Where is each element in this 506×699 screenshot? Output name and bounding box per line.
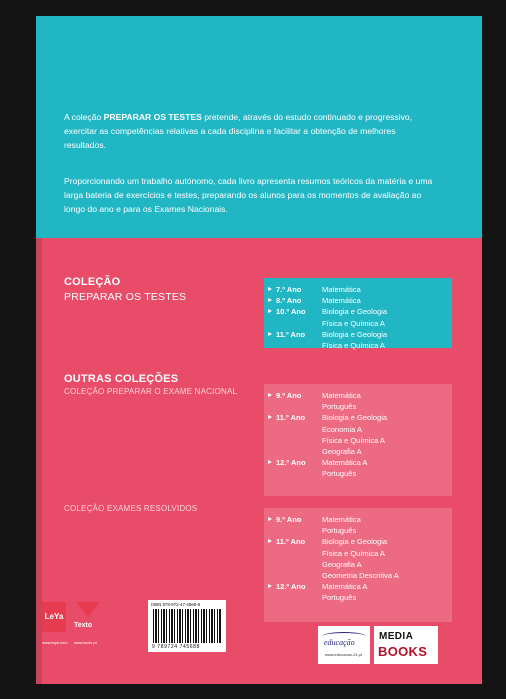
year-row bbox=[268, 536, 399, 547]
bullet-arrow-icon bbox=[268, 460, 272, 464]
year-row bbox=[268, 329, 387, 340]
year-row bbox=[268, 412, 387, 423]
bullet-arrow-icon bbox=[268, 309, 272, 313]
educacao-logo bbox=[318, 626, 370, 664]
barcode-bars bbox=[153, 609, 221, 643]
books-label: BOOKS bbox=[378, 644, 428, 659]
year-label: 11.º Ano bbox=[276, 329, 306, 339]
subject-label: Matemática bbox=[322, 285, 361, 294]
year-row bbox=[268, 390, 387, 401]
subject-label: Física e Química A bbox=[322, 548, 385, 558]
year-row bbox=[268, 559, 399, 570]
subject-label: Geografia A bbox=[322, 447, 362, 457]
intro-paragraph-1 bbox=[64, 110, 434, 152]
year-row bbox=[268, 424, 387, 435]
bullet-arrow-icon bbox=[268, 332, 272, 336]
intro-p2: Proporcionando um trabalho autónomo, cada livro apresenta resumos teóricos da matéria e uma larga bateria de exercícios e testes, preparando os alunos para os momentos de avaliação ao longo do ano e para os Exames Nacionais. bbox=[64, 176, 433, 214]
year-row bbox=[268, 570, 399, 581]
subject-label: Física e Química A bbox=[322, 435, 385, 445]
educacao-url: www.educacao.24.pt bbox=[325, 652, 362, 657]
bullet-arrow-icon bbox=[268, 393, 272, 397]
year-row bbox=[268, 525, 399, 536]
subject-label: Economia A bbox=[322, 424, 363, 434]
year-row bbox=[268, 468, 387, 479]
year-label: 11.º Ano bbox=[276, 413, 306, 423]
subject-label: Matemática bbox=[322, 296, 361, 306]
leya-logo: LeYa bbox=[42, 602, 66, 632]
year-label: 12.º Ano bbox=[276, 582, 306, 592]
subject-label: Geografia A bbox=[322, 559, 362, 569]
barcode bbox=[148, 600, 226, 652]
year-label: 9.º Ano bbox=[276, 391, 302, 400]
subject-label: Física e Química A bbox=[322, 341, 385, 351]
subject-label: Português bbox=[322, 593, 357, 603]
subject-label: Biologia e Geologia bbox=[322, 537, 388, 547]
bullet-arrow-icon bbox=[268, 539, 272, 543]
colecao-box bbox=[264, 278, 452, 351]
texto-url: www.texto.pt bbox=[74, 640, 97, 645]
subject-label: Português bbox=[322, 402, 357, 412]
year-row bbox=[268, 446, 387, 457]
year-row bbox=[268, 435, 387, 446]
subject-label: Português bbox=[322, 526, 357, 536]
intro-p1-pre: A coleção bbox=[64, 112, 104, 122]
subject-label: Geometria Descritiva A bbox=[322, 571, 399, 581]
colecao-subtitle: PREPARAR OS TESTES bbox=[64, 291, 187, 303]
year-row bbox=[268, 457, 387, 468]
colecao-title: COLEÇÃO bbox=[64, 276, 121, 288]
isbn-text: ISBN 978-972-47-4568-8 bbox=[151, 602, 201, 607]
exame-nacional-label: COLEÇÃO PREPARAR O EXAME NACIONAL bbox=[64, 387, 238, 396]
bullet-arrow-icon bbox=[268, 584, 272, 588]
year-row bbox=[268, 514, 399, 525]
subject-label: Biologia e Geologia bbox=[322, 413, 388, 423]
year-row bbox=[268, 340, 387, 351]
subject-label: Matemática A bbox=[322, 458, 368, 468]
subject-label: Física e Química A bbox=[322, 318, 385, 328]
barcode-digits: 9 789724 745688 bbox=[152, 644, 200, 650]
year-row bbox=[268, 318, 387, 329]
texto-logo-mark bbox=[76, 602, 100, 620]
outras-title: OUTRAS COLEÇÕES bbox=[64, 373, 179, 385]
subject-label: Matemática bbox=[322, 515, 361, 524]
educacao-name: educação bbox=[324, 638, 355, 647]
media-label: MEDIA bbox=[379, 631, 414, 642]
year-row bbox=[268, 284, 387, 295]
year-label: 8.º Ano bbox=[276, 296, 302, 306]
subject-label: Português bbox=[322, 469, 357, 479]
media-books-logo bbox=[374, 626, 438, 664]
bullet-arrow-icon bbox=[268, 298, 272, 302]
texto-logo-label: Texto bbox=[74, 622, 93, 629]
bullet-arrow-icon bbox=[268, 287, 272, 291]
exame-nacional-table bbox=[268, 390, 387, 480]
subject-label: Biologia e Geologia bbox=[322, 329, 388, 339]
year-row bbox=[268, 581, 399, 592]
exames-resolvidos-label: COLEÇÃO EXAMES RESOLVIDOS bbox=[64, 504, 198, 513]
year-label: 10.º Ano bbox=[276, 307, 306, 317]
exame-nacional-box bbox=[264, 384, 452, 496]
exames-resolvidos-table bbox=[268, 514, 399, 604]
colecao-table bbox=[268, 284, 387, 351]
subject-label: Biologia e Geologia bbox=[322, 307, 388, 317]
bullet-arrow-icon bbox=[268, 415, 272, 419]
subject-label: Matemática A bbox=[322, 582, 368, 592]
year-row bbox=[268, 548, 399, 559]
intro-p1-bold: PREPARAR OS TESTES bbox=[103, 112, 202, 122]
subject-label: Matemática bbox=[322, 391, 361, 400]
book-back-cover bbox=[36, 16, 482, 684]
year-row bbox=[268, 401, 387, 412]
year-label: 12.º Ano bbox=[276, 458, 306, 468]
year-row bbox=[268, 592, 399, 603]
year-row bbox=[268, 306, 387, 317]
leya-url: www.leya.com bbox=[42, 640, 68, 645]
exames-resolvidos-box bbox=[264, 508, 452, 622]
year-label: 11.º Ano bbox=[276, 537, 306, 547]
bullet-arrow-icon bbox=[268, 517, 272, 521]
year-label: 9.º Ano bbox=[276, 515, 302, 524]
year-row bbox=[268, 295, 387, 306]
intro-p1-post: pretende, através do estudo continuado e progressivo, exercitar as competências relativas a cada disciplina e facilitar a obtenção de melhores resultados. bbox=[64, 112, 413, 150]
year-label: 7.º Ano bbox=[276, 285, 302, 294]
intro-paragraph-2 bbox=[64, 174, 434, 216]
